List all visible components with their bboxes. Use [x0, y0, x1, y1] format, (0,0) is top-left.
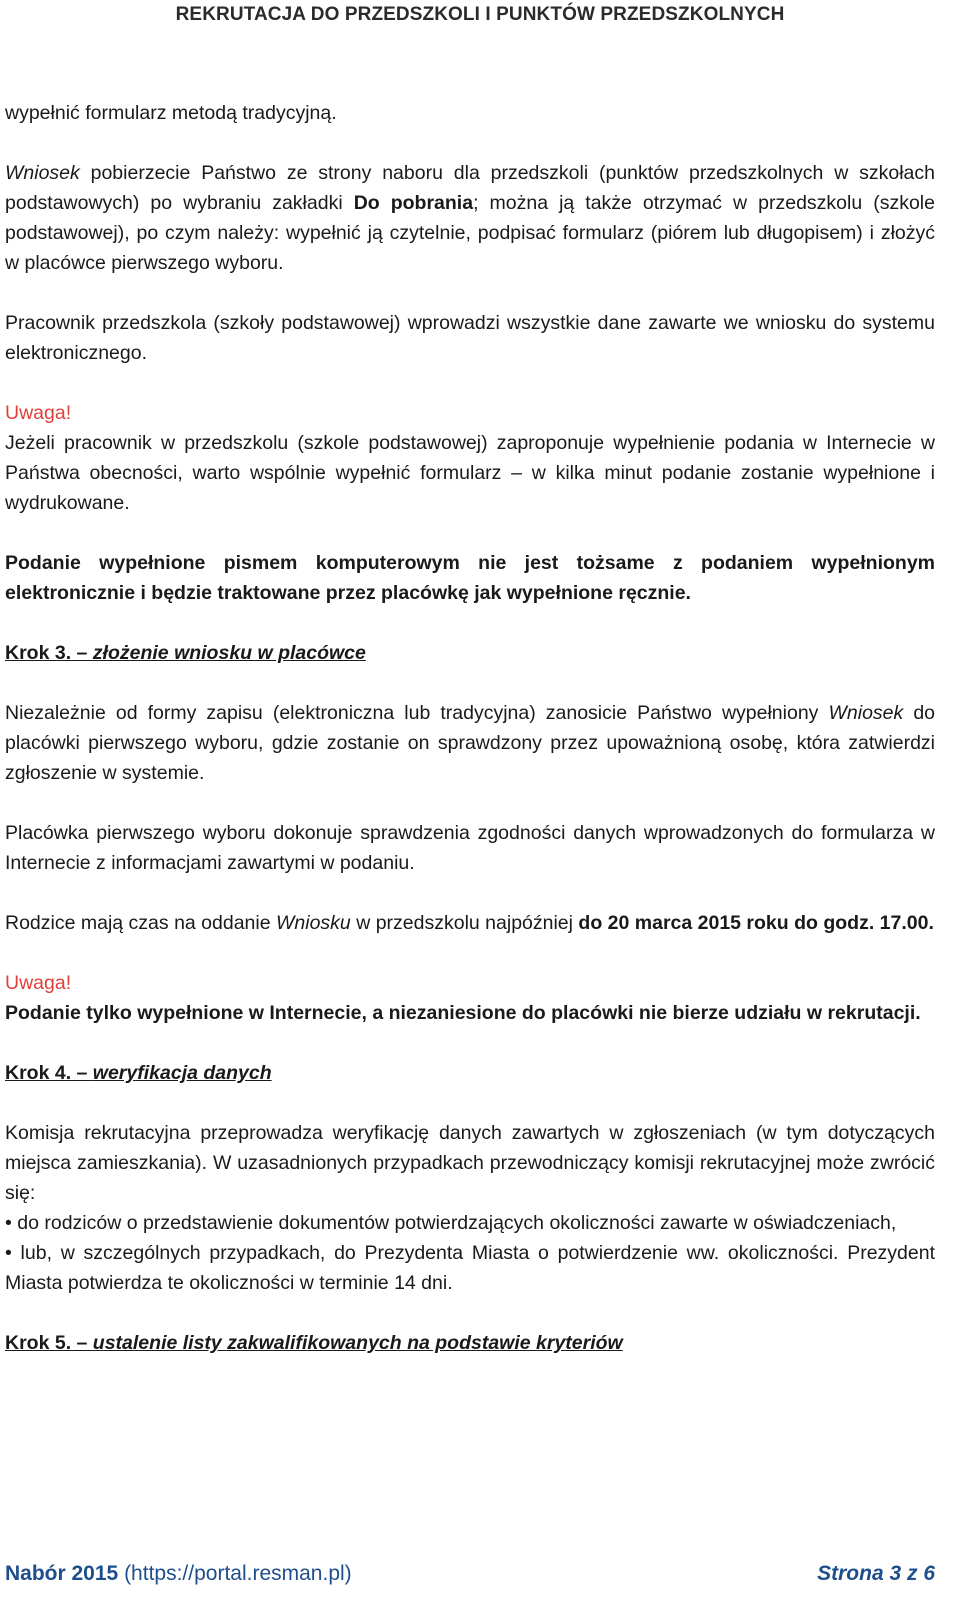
paragraph-submission: Niezależnie od formy zapisu (elektroniczna lub tradycyjna) zanosicie Państwo wypełniony Wniosek do placówki pierwszego wyboru, gdzie zostanie on sprawdzony przez upoważnioną osobę, która zatwierdzi zgłoszenie w systemie. [5, 702, 936, 784]
warning-label-2: Uwaga! [5, 972, 72, 994]
portal-link[interactable]: (https://portal.resman.pl) [118, 1562, 352, 1585]
page-footer [5, 1562, 935, 1586]
paragraph-employee: Pracownik przedszkola (szkoły podstawowej) wprowadzi wszystkie dane zawarte we wniosku do systemu elektronicznego. [5, 312, 935, 364]
paragraph-verification: Placówka pierwszego wyboru dokonuje sprawdzenia zgodności danych wprowadzonych do formularza w Internecie z informacjami zawartymi w podaniu. [5, 822, 935, 874]
paragraph-commission: Komisja rekrutacyjna przeprowadza weryfikację danych zawartych w zgłoszeniach (w tym dotyczących miejsca zamieszkania). W uzasadnionych przypadkach przewodniczący komisji rekrutacyjnej może zwrócić się: [5, 1122, 935, 1204]
paragraph-online-option: Jeżeli pracownik w przedszkolu (szkole podstawowej) zaproponuje wypełnienie podania w Internecie w Państwa obecności, warto wspólnie wypełnić formularz – w kilka minut podanie zostanie wypełnione i wydrukowane. [5, 432, 935, 514]
step-4-heading: Krok 4. – weryfikacja danych [5, 1062, 272, 1084]
step-5-heading: Krok 5. – ustalenie listy zakwalifikowanych na podstawie kryteriów [5, 1332, 623, 1354]
footer-left: Nabór 2015 (https://portal.resman.pl) [5, 1562, 352, 1585]
page-number: Strona 3 z 6 [817, 1562, 935, 1585]
paragraph-typed-form: Podanie wypełnione pismem komputerowym nie jest tożsame z podaniem wypełnionym elektronicznie i będzie traktowane przez placówkę jak wypełnione ręcznie. [5, 552, 935, 604]
page-header: REKRUTACJA DO PRZEDSZKOLI I PUNKTÓW PRZEDSZKOLNYCH [175, 4, 785, 25]
paragraph-intro: wypełnić formularz metodą tradycyjną. [5, 102, 337, 124]
paragraph-not-delivered: Podanie tylko wypełnione w Internecie, a niezaniesione do placówki nie bierze udziału w rekrutacji. [5, 1002, 921, 1024]
list-item: • do rodziców o przedstawienie dokumentów potwierdzających okoliczności zawarte w oświadczeniach, [5, 1212, 897, 1234]
warning-label-1: Uwaga! [5, 402, 72, 424]
step-3-heading: Krok 3. – złożenie wniosku w placówce [5, 642, 366, 664]
document-body [5, 98, 935, 1358]
deadline-date: do 20 marca 2015 roku do godz. 17.00. [578, 912, 934, 934]
download-tab-name: Do pobrania [353, 192, 474, 214]
paragraph-deadline: Rodzice mają czas na oddanie Wniosku w przedszkolu najpóźniej do 20 marca 2015 roku do godz. 17.00. [5, 912, 934, 934]
list-item: • lub, w szczególnych przypadkach, do Prezydenta Miasta o potwierdzenie ww. okoliczności. Prezydent Miasta potwierdza te okoliczności w terminie 14 dni. [5, 1242, 935, 1294]
paragraph-download: Wniosek pobierzecie Państwo ze strony naboru dla przedszkoli (punktów przedszkolnych w szkołach podstawowych) po wybraniu zakładki Do pobrania; można ją także otrzymać w przedszkolu (szkole podstawowej), po czym należy: wypełnić ją czytelnie, podpisać formularz (piórem lub długopisem) i złożyć w placówce pierwszego wyboru. [5, 162, 935, 274]
wniosek-term: Wniosek [5, 162, 80, 184]
